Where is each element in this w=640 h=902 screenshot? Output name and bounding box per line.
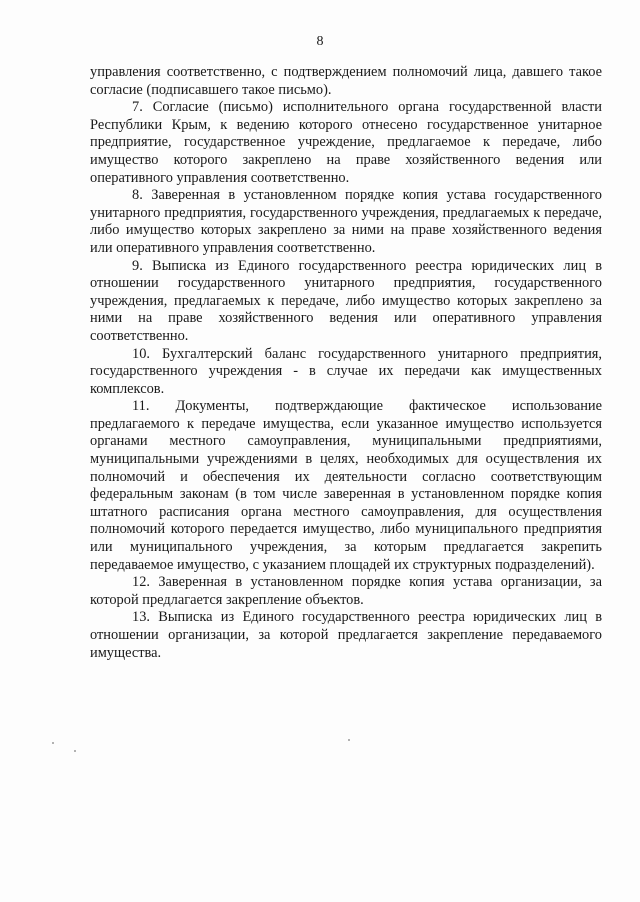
scan-speck — [74, 750, 76, 752]
document-body — [90, 64, 602, 662]
paragraph-item-13: 13. Выписка из Единого государственного реестра юридических лиц в отношении организации, за которой предлагается закрепление передаваемого имущества. — [90, 609, 602, 661]
scan-speck — [52, 742, 54, 744]
paragraph-item-8: 8. Заверенная в установленном порядке копия устава государственного унитарного предприятия, государственного учреждения, предлагаемых к передаче, либо имущество которых закреплено за ними на праве хозяйственного ведения или оперативного управления соответственно. — [90, 187, 602, 256]
scan-speck — [348, 739, 350, 741]
page-number: 8 — [316, 34, 324, 49]
paragraph-item-7: 7. Согласие (письмо) исполнительного органа государственной власти Республики Крым, к ведению которого отнесено государственное унитарное предприятие, государственное учреждение, предлагаемое к передаче, либо имущество которого закреплено на праве хозяйственного ведения или оперативного управления соответственно. — [90, 99, 602, 186]
paragraph-item-10: 10. Бухгалтерский баланс государственного унитарного предприятия, государственного учреждения - в случае их передачи как имущественных комплексов. — [90, 345, 602, 397]
paragraph-item-11: 11. Документы, подтверждающие фактическое использование предлагаемого к передаче имущества, если указанное имущество используется органами местного самоуправления, муниципальными предприятиями, муниципальными учреждениями в целях, необходимых для осуществления их полномочий и обеспечения их деятельности согласно соответствующим федеральным законам (в том числе заверенная в установленном порядке копия штатного расписания органа местного самоуправления, для осуществления полномочий которого передается имущество, либо муниципального предприятия или муниципального учреждения, за которым предлагается закрепить передаваемое имущество, с указанием площадей их структурных подразделений). — [90, 398, 602, 573]
paragraph-item-12: 12. Заверенная в установленном порядке копия устава организации, за которой предлагается закрепление объектов. — [90, 574, 602, 608]
paragraph-continuation: управления соответственно, с подтверждением полномочий лица, давшего такое согласие (подписавшего такое письмо). — [90, 64, 602, 98]
paragraph-item-9: 9. Выписка из Единого государственного реестра юридических лиц в отношении государственного унитарного предприятия, государственного учреждения, предлагаемых к передаче, либо имущество которых закреплено за ними на праве хозяйственного ведения или оперативного управления соответственно. — [90, 257, 602, 344]
